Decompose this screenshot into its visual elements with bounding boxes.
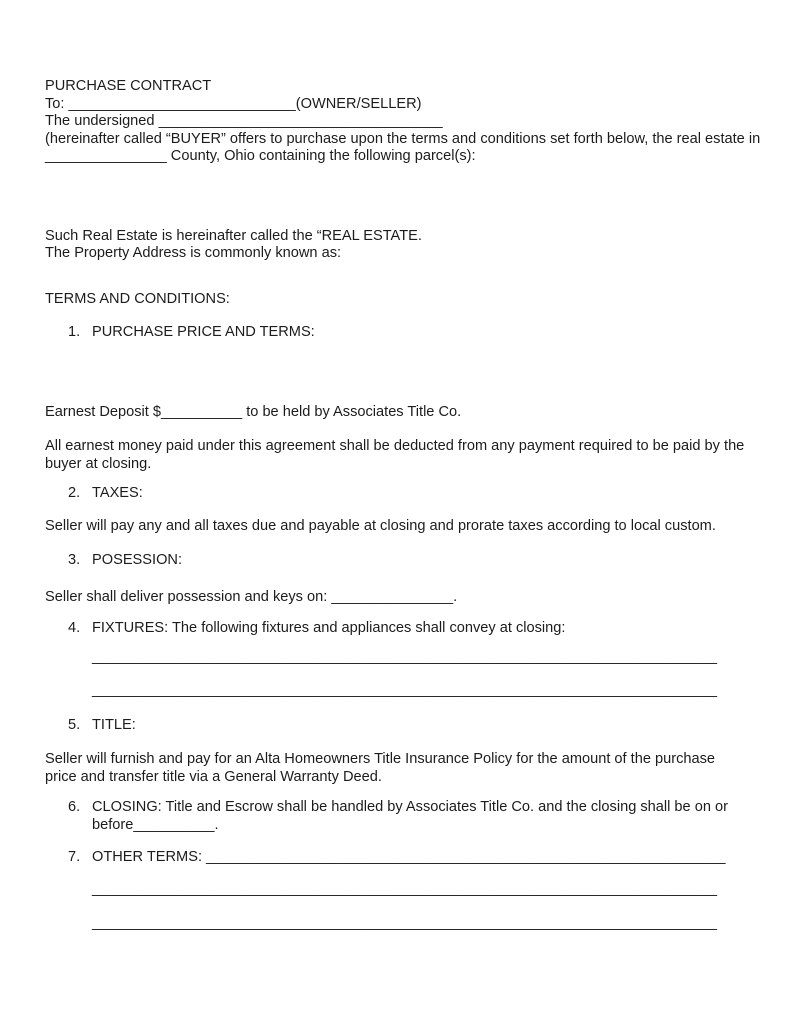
term-item-possession bbox=[45, 552, 746, 570]
item-text: TAXES: bbox=[92, 485, 143, 501]
term-item-purchase-price bbox=[45, 324, 746, 342]
title-insurance-paragraph: Seller will furnish and pay for an Alta Homeowners Title Insurance Policy for the amount of the purchase price and transfer title via a General Warranty Deed. bbox=[45, 751, 716, 785]
term-item-taxes bbox=[45, 485, 746, 503]
terms-heading: TERMS AND CONDITIONS: bbox=[45, 290, 230, 307]
fixtures-blank-line-1: _____________________________________________________________________________ bbox=[92, 648, 717, 665]
item-text: FIXTURES: The following fixtures and appliances shall convey at closing: bbox=[92, 620, 566, 636]
term-item-fixtures bbox=[45, 620, 746, 638]
fixtures-blank-line-2: _____________________________________________________________________________ bbox=[92, 682, 717, 698]
other-terms-blank-line-2: _____________________________________________________________________________ bbox=[92, 915, 717, 931]
item-number: 1. bbox=[68, 324, 81, 340]
item-number: 4. bbox=[68, 620, 81, 636]
property-address-line: The Property Address is commonly known as: bbox=[45, 245, 342, 261]
possession-line: Seller shall deliver possession and keys on: _______________. bbox=[45, 588, 458, 605]
other-terms-blank-line-1: _____________________________________________________________________________ bbox=[92, 880, 717, 897]
item-number: 7. bbox=[68, 849, 81, 865]
real-estate-clause: Such Real Estate is hereinafter called the “REAL ESTATE. bbox=[45, 227, 422, 244]
item-number: 5. bbox=[68, 716, 81, 733]
item-number: 3. bbox=[68, 552, 81, 568]
undersigned-line: The undersigned ___________________________________ bbox=[45, 113, 443, 129]
item-text: TITLE: bbox=[92, 716, 136, 733]
item-number: 2. bbox=[68, 485, 81, 501]
item-text: POSESSION: bbox=[92, 552, 183, 568]
term-item-title bbox=[45, 717, 746, 735]
earnest-deposit-line: Earnest Deposit $__________ to be held by Associates Title Co. bbox=[45, 403, 462, 420]
county-line: _______________ County, Ohio containing the following parcel(s): bbox=[45, 148, 476, 164]
taxes-paragraph: Seller will pay any and all taxes due and payable at closing and prorate taxes according to local custom. bbox=[45, 517, 716, 534]
earnest-money-paragraph: All earnest money paid under this agreement shall be deducted from any payment required to be paid by the buyer at closing. bbox=[45, 438, 745, 472]
item-text: OTHER TERMS: ________________________________________________________________ bbox=[92, 849, 726, 865]
buyer-clause-line: (hereinafter called “BUYER” offers to purchase upon the terms and conditions set forth below, the real estate in bbox=[45, 130, 761, 147]
owner-seller-line: To: ____________________________(OWNER/SELLER) bbox=[45, 95, 422, 112]
term-item-closing bbox=[45, 799, 746, 834]
item-text: CLOSING: Title and Escrow shall be handled by Associates Title Co. and the closing shall be on or before__________. bbox=[92, 799, 728, 833]
term-item-other-terms bbox=[45, 849, 746, 867]
item-text: PURCHASE PRICE AND TERMS: bbox=[92, 324, 315, 340]
document-title: PURCHASE CONTRACT bbox=[45, 78, 212, 94]
item-number: 6. bbox=[68, 799, 81, 815]
